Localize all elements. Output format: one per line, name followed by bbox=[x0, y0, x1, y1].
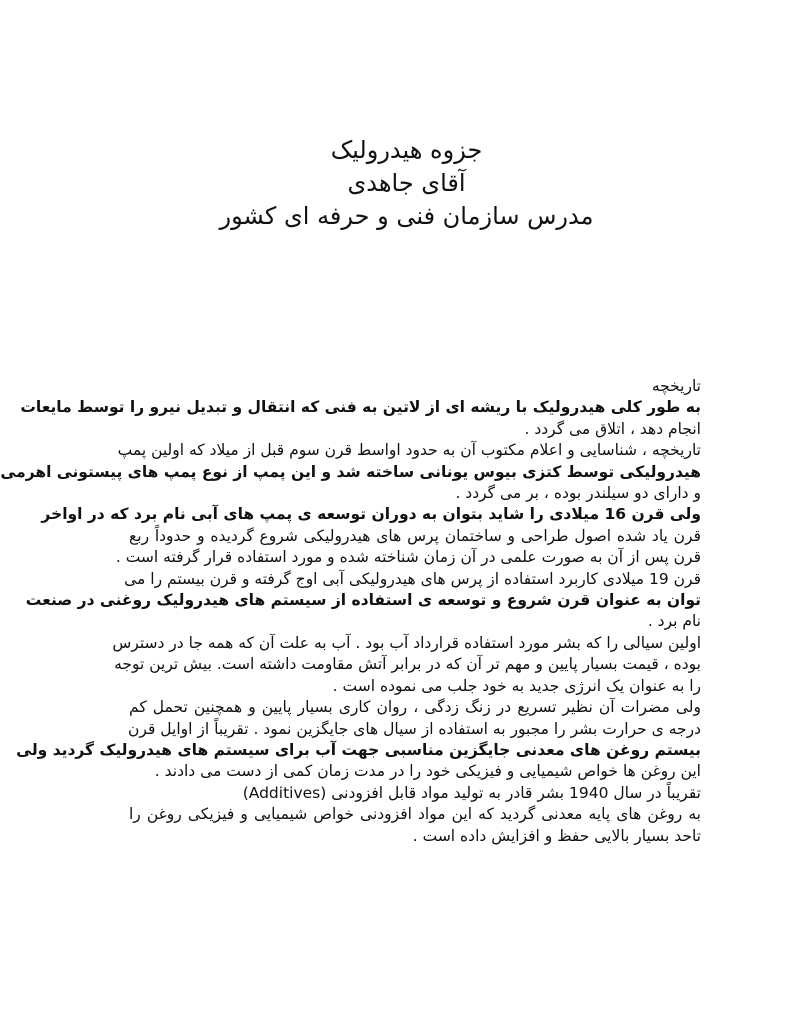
title-line-author: آقای جاهدی bbox=[347, 169, 466, 197]
body-line: این روغن ها خواص شیمیایی و فیزیکی خود را در مدت زمان کمی از دست می دادند . bbox=[154, 762, 701, 781]
body-line: قرن 19 میلادی کاربرد استفاده از پرس های هیدرولیکی آبی اوج گرفته و قرن بیستم را می bbox=[124, 569, 701, 588]
body-line: اولین سیالی را که بشر مورد استفاده قرارداد آب بود . آب به علت آن که همه جا در دسترس bbox=[112, 633, 701, 652]
document-body bbox=[0, 376, 701, 847]
body-line: تاحد بسیار بالایی حفظ و افزایش داده است . bbox=[412, 826, 701, 845]
section-heading: تاریخچه bbox=[651, 377, 701, 395]
body-line: قرن یاد شده اصول طراحی و ساختمان پرس های هیدرولیکی شروع گردیده و حدوداً ربع bbox=[129, 526, 701, 545]
body-line: درجه ی حرارت بشر را مجبور به استفاده از سیال های جایگزین نمود . تقریباً از اوایل قرن bbox=[128, 719, 701, 738]
body-line: ولی مضرات آن نظیر تسریع در زنگ زدگی ، روان کاری بسیار پایین و همچنین تحمل کم bbox=[129, 698, 701, 717]
body-line: بیستم روغن های معدنی جایگزین مناسبی جهت آب برای سیستم های هیدرولیک گردید ولی bbox=[16, 740, 701, 759]
body-line: بوده ، قیمت بسیار پایین و مهم تر آن که در برابر آتش مقاومت داشته است. بیش ترین توجه bbox=[114, 655, 701, 674]
body-line: تقریباً در سال 1940 بشر قادر به تولید مواد قابل افزودنی (Additives) bbox=[242, 783, 701, 802]
body-line: را به عنوان یک انرژی جدید به خود جلب می نموده است . bbox=[332, 676, 701, 695]
body-line: به روغن های پایه معدنی گردید که این مواد افزودنی خواص شیمیایی و فیزیکی روغن را bbox=[129, 805, 701, 824]
body-line: ولی قرن 16 میلادی را شاید بتوان به دوران توسعه ی پمپ های آبی نام برد که در اواخر bbox=[41, 505, 701, 524]
body-line: تاریخچه ، شناسایی و اعلام مکتوب آن به حدود اواسط قرن سوم قبل از میلاد که اولین پمپ bbox=[117, 441, 701, 460]
body-line: قرن پس از آن به صورت علمی در آن زمان شناخته شده و مورد استفاده قرار گرفته است . bbox=[115, 548, 701, 567]
body-line: انجام دهد ، اتلاق می گردد . bbox=[524, 419, 701, 438]
body-line: نام برد . bbox=[647, 612, 701, 631]
body-line: به طور کلی هیدرولیک با ریشه ای از لاتین به فنی که انتقال و تبدیل نیرو را توسط مایعات bbox=[20, 398, 701, 417]
title-line-subject: جزوه هیدرولیک bbox=[330, 136, 483, 164]
document-title bbox=[171, 134, 642, 233]
body-line: توان به عنوان قرن شروع و توسعه ی استفاده از سیستم های هیدرولیک روغنی در صنعت bbox=[25, 591, 701, 610]
title-line-affiliation: مدرس سازمان فنی و حرفه ای کشور bbox=[219, 202, 594, 230]
body-line: هیدرولیکی توسط کتزی بیوس یونانی ساخته شد و این پمپ از نوع پمپ های پیستونی اهرمی bbox=[0, 462, 701, 481]
body-line: و دارای دو سیلندر بوده ، بر می گردد . bbox=[455, 484, 701, 503]
